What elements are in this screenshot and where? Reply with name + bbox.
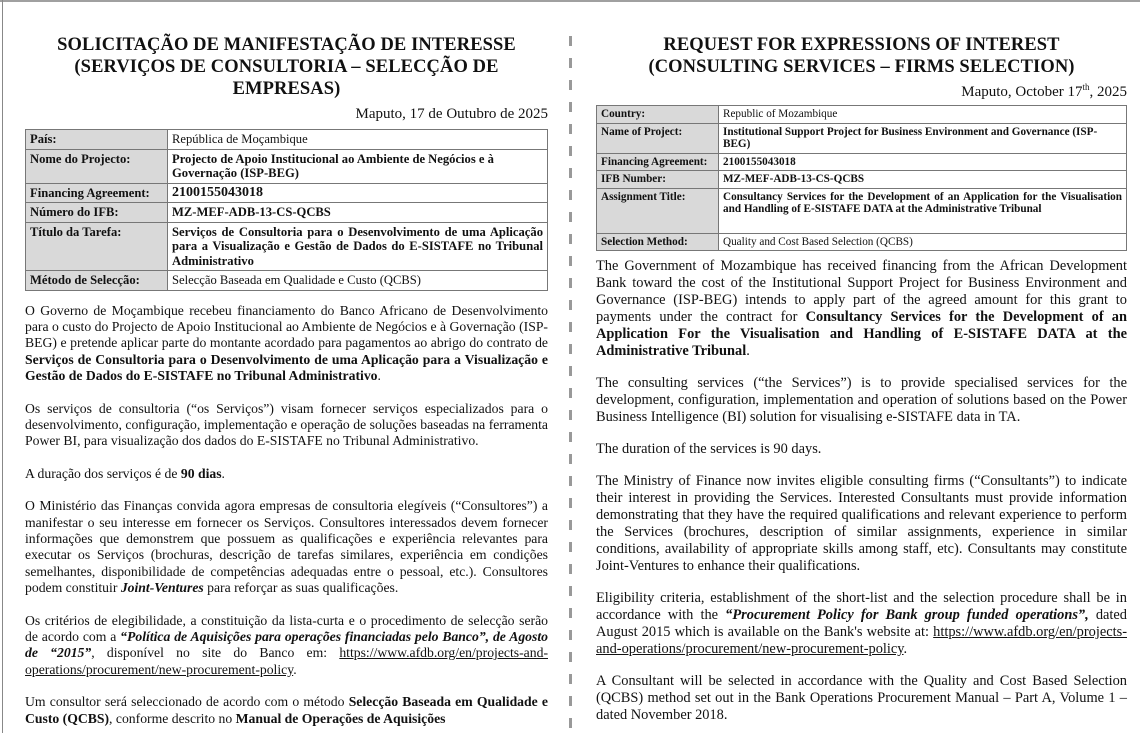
table-row: [597, 106, 1127, 124]
text: O Ministério das Finanças convida agora empresas de consultoria elegíveis (“Consultores”) a manifestar o seu interesse em fornecer os Serviços. Consultores interessados devem fornecer informações que demonstrem que possuem as qualificações e experiência relevantes para executar os Serviços (brochuras, descrição de tarefas similares, experiência em condições semelhantes, disponibilidade de competências adequadas entre o pessoal, etc.). Consultores podem constituir: [25, 498, 548, 596]
row-value: Republic of Mozambique: [719, 106, 1127, 124]
row-value: Quality and Cost Based Selection (QCBS): [719, 233, 1127, 251]
row-value: Consultancy Services for the Development of an Application for the Visualisation and Handling of E-SISTAFE DATA at the Administrative Tribunal: [719, 188, 1127, 233]
table-row: [26, 183, 548, 203]
title-line-2: (CONSULTING SERVICES – FIRMS SELECTION): [648, 57, 1075, 77]
table-row: [26, 222, 548, 271]
row-label: Número do IFB:: [26, 203, 168, 223]
page-left-border: [2, 0, 3, 733]
portuguese-column: [25, 34, 548, 743]
row-value: MZ-MEF-ADB-13-CS-QCBS: [168, 203, 548, 223]
row-value: 2100155043018: [719, 153, 1127, 171]
row-value: 2100155043018: [168, 183, 548, 203]
paragraph: [596, 590, 1127, 658]
paragraph: [596, 673, 1127, 724]
table-row: [26, 149, 548, 183]
text: Os critérios de elegibilidade, a constituição da lista-curta e o procedimento de selecção serão de acordo com a: [25, 612, 548, 644]
paragraph: [596, 441, 1127, 458]
row-label: Selection Method:: [597, 233, 719, 251]
emphasized-text: Serviços de Consultoria para o Desenvolvimento de uma Aplicação para a Visualização e Gestão de Dados do E-SISTAFE no Tribunal Administrativo: [25, 351, 548, 384]
row-value: Projecto de Apoio Institucional ao Ambiente de Negócios e à Governação (ISP-BEG): [168, 149, 548, 183]
text: dated August 2015 which is available on the Bank's website at:: [596, 607, 1127, 640]
table-row: [26, 271, 548, 291]
emphasized-text: Joint-Ventures: [120, 580, 204, 596]
date-text: Maputo, October 17: [961, 84, 1083, 100]
text: para reforçar as suas qualificações.: [203, 580, 399, 596]
paragraph: [25, 303, 548, 385]
date-en: [596, 82, 1127, 100]
text: The Ministry of Finance now invites eligible consulting firms (“Consultants”) to indicate their interest in providing the Services. Interested Consultants must provide information demonstrating that they have the required qualifications and relevant experience to perform the Services (brochures, description of similar assignments, experience in similar conditions, availability of appropriate skills among staff, etc). Consultants may constitute Joint-Ventures to enhance their qualifications.: [596, 473, 1127, 574]
paragraph: [596, 375, 1127, 426]
emphasized-text: “Política de Aquisições para operações financiadas pelo Banco”, de Agosto de “2015”: [25, 629, 548, 661]
page-top-border: [0, 0, 1140, 5]
emphasized-text: Selecção Baseada em Qualidade e Custo (QCBS): [25, 694, 548, 726]
text: A Consultant will be selected in accordance with the Quality and Cost Based Selection (QCBS) method set out in the Bank Operations Procurement Manual – Part A, Volume 1 – dated November 2018.: [596, 673, 1127, 723]
emphasized-text: 90 dias: [180, 465, 222, 481]
table-row: [597, 188, 1127, 233]
emphasized-text: Manual de Operações de Aquisições: [235, 710, 446, 726]
table-row: [597, 233, 1127, 251]
paragraph: [25, 694, 548, 727]
text: The consulting services (“the Services”) is to provide specialised services for the development, configuration, implementation and operation of solutions based on the Power Business Intelligence (BI) solution for visualising e-SISTAFE data in TA.: [596, 375, 1127, 425]
text: A duração dos serviços é de: [25, 465, 181, 481]
paragraph: [596, 473, 1127, 575]
text: O Governo de Moçambique recebeu financiamento do Banco Africano de Desenvolvimento para o custo do Projecto de Apoio Institucional ao Ambiente de Negócios e à Governação (ISP-BEG) e pretende aplicar parte do montante acordado para pagamentos ao abrigo do contrato de: [25, 302, 548, 351]
info-table-pt: [25, 129, 548, 291]
row-label: Assignment Title:: [597, 188, 719, 233]
row-label: Nome do Projecto:: [26, 149, 168, 183]
text: , disponível no site do Banco em:: [91, 645, 340, 661]
body-text-en: [596, 258, 1127, 724]
title-line-1: REQUEST FOR EXPRESSIONS OF INTEREST: [663, 35, 1060, 55]
body-text-pt: [25, 303, 548, 728]
table-row: [597, 171, 1127, 189]
english-column: [596, 34, 1127, 739]
row-label: IFB Number:: [597, 171, 719, 189]
text: The duration of the services is 90 days.: [596, 441, 822, 457]
emphasized-text: “Procurement Policy for Bank group funded operations”,: [725, 607, 1089, 623]
page-title-en: [596, 34, 1127, 78]
text: .: [903, 641, 908, 657]
procurement-policy-link[interactable]: https://www.afdb.org/en/projects-and-operations/procurement/new-procurement-policy: [596, 624, 1127, 657]
table-row: [26, 203, 548, 223]
text: .: [377, 368, 381, 384]
table-row: [597, 153, 1127, 171]
info-table-en: [596, 105, 1127, 251]
column-divider: [569, 36, 572, 736]
paragraph: [25, 401, 548, 450]
text: Eligibility criteria, establishment of the short-list and the selection procedure shall be in accordance with the: [596, 590, 1127, 623]
row-label: País:: [26, 130, 168, 150]
text: Um consultor será seleccionado de acordo com o método: [25, 694, 349, 710]
page-title-pt: [25, 34, 548, 100]
row-value: MZ-MEF-ADB-13-CS-QCBS: [719, 171, 1127, 189]
row-label: Título da Tarefa:: [26, 222, 168, 271]
paragraph: [25, 498, 548, 596]
row-value: Selecção Baseada em Qualidade e Custo (QCBS): [168, 271, 548, 291]
row-value: Serviços de Consultoria para o Desenvolvimento de uma Aplicação para a Visualização e Gestão de Dados do E-SISTAFE no Tribunal Administrativo: [168, 222, 548, 271]
text: .: [746, 343, 750, 359]
emphasized-text: Consultancy Services for the Development of an Application For the Visualisation and Handling of E-SISTAFE DATA at the Administrative Tribunal: [596, 309, 1128, 359]
row-label: Financing Agreement:: [26, 183, 168, 203]
title-line-1: SOLICITAÇÃO DE MANIFESTAÇÃO DE INTERESSE: [57, 35, 516, 55]
paragraph: [25, 466, 548, 482]
row-value: República de Moçambique: [168, 130, 548, 150]
text: , conforme descrito no: [109, 710, 236, 726]
row-label: Método de Selecção:: [26, 271, 168, 291]
table-row: [597, 123, 1127, 153]
text: Os serviços de consultoria (“os Serviços”) visam fornecer serviços especializados para o desenvolvimento, configuração, implementação e operação de soluções baseadas na ferramenta Power BI, para visualização dos dados do E-SISTAFE no Tribunal Administrativo.: [25, 400, 548, 449]
text: The Government of Mozambique has received financing from the African Development Bank toward the cost of the Institutional Support Project for Business Environment and Governance (ISP-BEG) intends to apply part of the agreed amount for this grant to payments under the contract for: [596, 258, 1127, 325]
date-superscript: th: [1082, 82, 1090, 92]
text: .: [293, 661, 297, 677]
row-label: Name of Project:: [597, 123, 719, 153]
procurement-policy-link[interactable]: https://www.afdb.org/en/projects-and-operations/procurement/new-procurement-policy: [25, 645, 548, 677]
paragraph: [25, 613, 548, 679]
paragraph: [596, 258, 1127, 360]
table-row: [26, 130, 548, 150]
text: .: [221, 465, 225, 481]
row-value: Institutional Support Project for Business Environment and Governance (ISP-BEG): [719, 123, 1127, 153]
row-label: Country:: [597, 106, 719, 124]
row-label: Financing Agreement:: [597, 153, 719, 171]
date-year: , 2025: [1089, 84, 1127, 100]
date-pt: Maputo, 17 de Outubro de 2025: [355, 106, 548, 122]
title-line-2: (SERVIÇOS DE CONSULTORIA – SELECÇÃO DE EMPRESAS): [74, 57, 499, 99]
